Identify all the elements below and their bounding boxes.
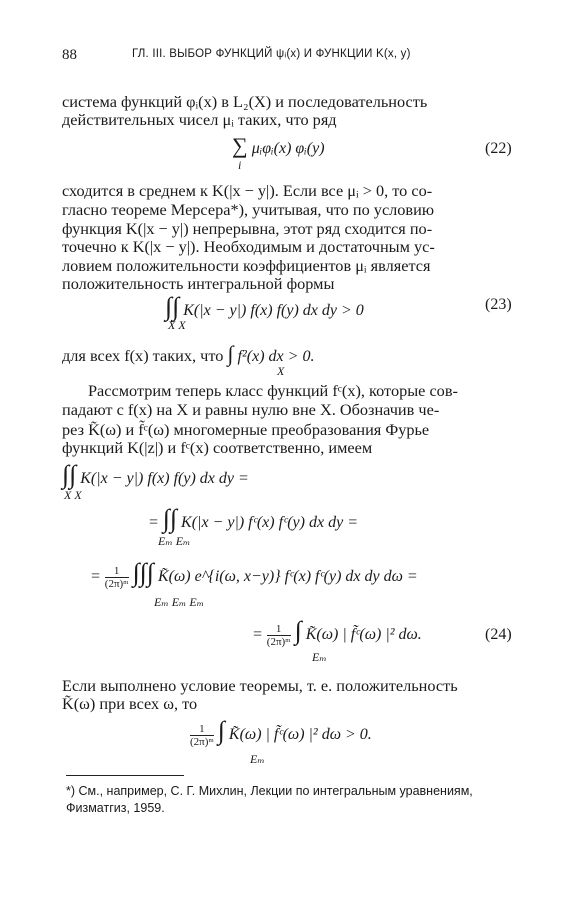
eq24-limits-3: Eₘ Eₘ Eₘ	[154, 595, 205, 609]
running-title: ГЛ. III. ВЫБОР ФУНКЦИЙ ψᵢ(x) И ФУНКЦИИ K(x, y)	[132, 48, 411, 60]
integral-limit: X	[277, 364, 285, 378]
eq22-number: (22)	[485, 140, 512, 157]
eq23-limits: X X	[168, 318, 186, 332]
eq25-limits: Eₘ	[250, 752, 265, 766]
fraction: $\frac{1}{\text{(2π)ᵐ}}$	[266, 622, 291, 648]
page-number: 88	[62, 47, 77, 63]
fraction: $\frac{1}{\text{(2π)ᵐ}}$	[190, 722, 214, 748]
eq24-limits-1: X X	[64, 488, 82, 502]
paragraph-line: система функций φᵢ(x) в L₂(X) и последовательность	[62, 92, 428, 111]
paragraph-line: сходится в среднем к K(|x − y|). Если все μᵢ > 0, то со-	[62, 181, 433, 200]
eq24-limits-2: Eₘ Eₘ	[158, 534, 191, 548]
paragraph-line: точечно к K(|x − y|). Необходимым и достаточным ус-	[62, 237, 435, 256]
equation-23: ∫∫ K(|x − y|) f(x) f(y) dx dy > 0	[165, 292, 364, 321]
paragraph-line: K̃(ω) при всех ω, то	[62, 694, 198, 713]
equation-24-line-2: = ∫∫ K(|x − y|) fᶜ(x) fᶜ(y) dx dy =	[148, 504, 358, 533]
paragraph-line: рез K̃(ω) и f̃ᶜ(ω) многомерные преобразования Фурье	[62, 420, 430, 439]
equation-25: $\frac{1}{\text{(2π)ᵐ}}$ ∫ K̃(ω) | f̃ᶜ(ω) |² dω > 0.	[190, 716, 372, 748]
paragraph-line: положительность интегральной формы	[62, 274, 335, 293]
eq23-number: (23)	[485, 296, 512, 313]
footnote: *) См., например, С. Г. Михлин, Лекции по интегральным уравнениям, Физматгиз, 1959.	[66, 784, 473, 815]
eq24-limits-4: Eₘ	[312, 650, 327, 664]
paragraph-line: ловием положительности коэффициентов μᵢ является	[62, 256, 431, 275]
equation-24-line-4: = $\frac{1}{\text{(2π)ᵐ}}$ ∫ K̃(ω) | f̃ᶜ(ω) |² dω.	[252, 616, 422, 648]
paragraph-line: гласно теореме Мерсера*), учитывая, что по условию	[62, 200, 434, 219]
paragraph-line: функций K(|z|) и fᶜ(x) соответственно, имеем	[62, 438, 373, 457]
paragraph-line: падают с f(x) на X и равны нулю вне X. Обозначив че-	[62, 400, 440, 419]
equation-24-line-3: = $\frac{1}{\text{(2π)ᵐ}}$ ∫∫∫ K̃(ω) e^{i(ω, x−y)} fᶜ(x) fᶜ(y) dx dy dω =	[90, 558, 418, 590]
equation-24-line-1: ∫∫ K(|x − y|) f(x) f(y) dx dy =	[62, 460, 249, 489]
equation-22: ∑ μᵢφᵢ(x) φᵢ(y)	[232, 133, 325, 158]
paragraph-line: Рассмотрим теперь класс функций fᶜ(x), которые сов-	[88, 381, 458, 400]
eq24-number: (24)	[485, 626, 512, 643]
paragraph-line: для всех f(x) таких, что ∫ f²(x) dx > 0.	[62, 341, 315, 366]
footnote-rule	[66, 775, 184, 776]
paragraph-line: функция K(|x − y|) непрерывна, этот ряд сходится по-	[62, 219, 433, 238]
eq22-index: i	[238, 158, 242, 172]
paragraph-line: действительных чисел μᵢ таких, что ряд	[62, 110, 337, 129]
paragraph-line: Если выполнено условие теоремы, т. е. положительность	[62, 676, 458, 695]
fraction: $\frac{1}{\text{(2π)ᵐ}}$	[104, 564, 129, 590]
